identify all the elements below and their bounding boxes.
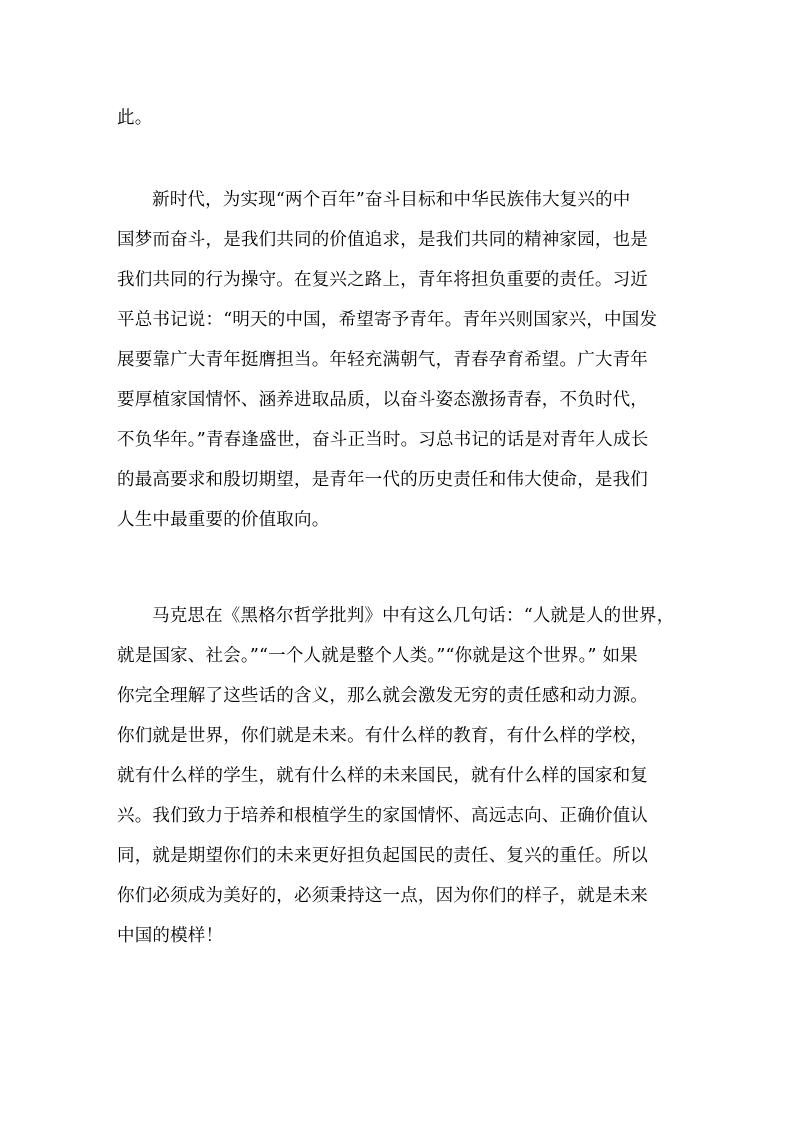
paragraph-line: 新时代，为实现“两个百年”奋斗目标和中华民族伟大复兴的中	[152, 190, 631, 210]
paragraph-line: 人生中最重要的价值取向。	[117, 510, 330, 530]
paragraph-line: 你们必须成为美好的，必须秉持这一点，因为你们的样子，就是未来	[117, 886, 648, 906]
paragraph-line: 中国的模样！	[117, 926, 224, 946]
paragraph-line: 不负华年。”青春逢盛世，奋斗正当时。习总书记的话是对青年人成长	[117, 430, 649, 450]
paragraph-line: 的最高要求和殷切期望，是青年一代的历史责任和伟大使命，是我们	[117, 470, 648, 490]
paragraph-line: 就有什么样的学生，就有什么样的未来国民，就有什么样的国家和复	[117, 766, 648, 786]
paragraph-line: 国梦而奋斗，是我们共同的价值追求，是我们共同的精神家园，也是	[117, 230, 648, 250]
carryover-line: 此。	[117, 108, 153, 128]
paragraph-line: 我们共同的行为操守。在复兴之路上，青年将担负重要的责任。习近	[117, 270, 648, 290]
paragraph-line: 同，就是期望你们的未来更好担负起国民的责任、复兴的重任。所以	[117, 846, 648, 866]
paragraph-line: 平总书记说：“明天的中国，希望寄予青年。青年兴则国家兴，中国发	[117, 310, 658, 330]
paragraph-line: 展要靠广大青年挺膺担当。年轻充满朝气，青春孕育希望。广大青年	[117, 350, 648, 370]
paragraph-line: 你们就是世界，你们就是未来。有什么样的教育，有什么样的学校，	[117, 726, 648, 746]
paragraph-line: 就是国家、社会。”“一个人就是整个人类。”“你就是这个世界。” 如果	[117, 646, 638, 666]
paragraph-line: 马克思在《黑格尔哲学批判》中有这么几句话：“人就是人的世界，	[152, 606, 675, 626]
paragraph-line: 你完全理解了这些话的含义，那么就会激发无穷的责任感和动力源。	[117, 686, 648, 706]
paragraph-line: 要厚植家国情怀、涵养进取品质，以奋斗姿态激扬青春，不负时代，	[117, 390, 648, 410]
paragraph-line: 兴。我们致力于培养和根植学生的家国情怀、高远志向、正确价值认	[117, 806, 648, 826]
